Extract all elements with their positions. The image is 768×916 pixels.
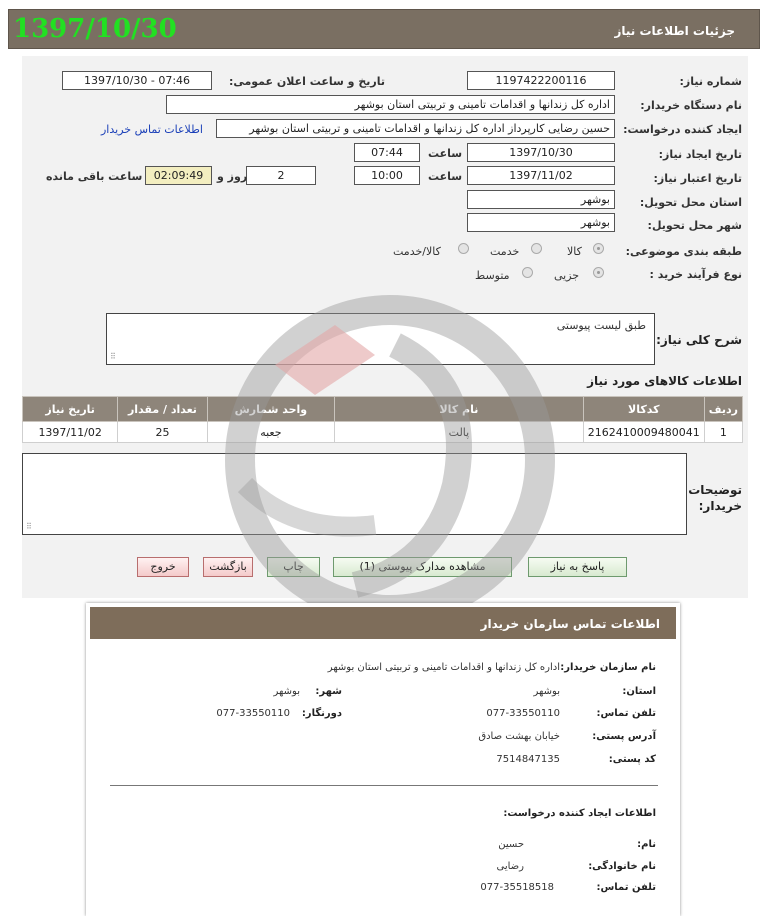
buyer-contact-link[interactable]: اطلاعات تماس خریدار <box>101 123 203 136</box>
creator-info-title: اطلاعات ایجاد کننده درخواست: <box>503 808 656 819</box>
process-radio-minor[interactable] <box>593 267 604 278</box>
reply-button[interactable]: پاسخ به نیاز <box>528 557 627 577</box>
process-option-minor: جزیی <box>554 269 580 282</box>
category-radio-service[interactable] <box>531 243 542 254</box>
exit-button[interactable]: خروج <box>137 557 189 577</box>
contact-address-label: آدرس پستی: <box>592 731 656 742</box>
buyer-notes-label: توضیحات خریدار: <box>688 483 742 513</box>
city-field[interactable]: بوشهر <box>467 213 615 232</box>
contact-phone-value: 077-33550110 <box>486 708 560 719</box>
announce-label: تاریخ و ساعت اعلان عمومی: <box>228 75 385 88</box>
description-label: شرح کلی نیاز: <box>656 333 742 347</box>
contact-address-value: خیابان بهشت صادق <box>478 731 560 742</box>
contact-city-value: بوشهر <box>273 686 300 697</box>
city-label: شهر محل تحویل: <box>647 219 742 232</box>
province-label: استان محل تحویل: <box>639 196 742 209</box>
table-header-code: کدکالا <box>583 397 704 422</box>
contact-card-title: اطلاعات تماس سازمان خریدار <box>480 617 660 631</box>
created-date-label: تاریخ ایجاد نیاز: <box>658 148 742 161</box>
created-time-field[interactable]: 07:44 <box>354 143 420 162</box>
category-option-service: خدمت <box>490 245 520 258</box>
contact-postal-label: کد پستی: <box>608 754 656 765</box>
created-date-field[interactable]: 1397/10/30 <box>467 143 615 162</box>
page-title: جزئیات اطلاعات نیاز <box>614 24 735 38</box>
contact-fax-value: 077-33550110 <box>216 708 290 719</box>
table-header-qty: تعداد / مقدار <box>118 397 207 422</box>
contact-org-label: نام سازمان خریدار: <box>560 662 656 673</box>
buyer-org-label: نام دستگاه خریدار: <box>640 99 742 112</box>
contact-org-value: اداره کل زندانها و اقدامات تامینی و تربیتی استان بوشهر <box>327 662 560 673</box>
print-button[interactable]: چاپ <box>267 557 320 577</box>
days-field[interactable]: 2 <box>246 166 316 185</box>
contact-phone-label: تلفن تماس: <box>596 708 656 719</box>
category-option-goods: کالا <box>567 245 582 258</box>
contact-province-label: استان: <box>622 686 656 697</box>
validity-label: تاریخ اعتبار نیاز: <box>653 172 742 185</box>
creator-label: ایجاد کننده درخواست: <box>623 123 742 136</box>
table-header-unit: واحد شمارش <box>207 397 334 422</box>
province-field[interactable]: بوشهر <box>467 190 615 209</box>
table-row[interactable] <box>23 422 743 443</box>
category-radio-goods-service[interactable] <box>458 243 469 254</box>
category-label: طبقه بندی موضوعی: <box>625 245 742 258</box>
cell-date: 1397/11/02 <box>23 422 118 443</box>
days-label: روز و <box>217 170 248 183</box>
buyer-notes-textarea[interactable] <box>22 453 687 535</box>
validity-time-field[interactable]: 10:00 <box>354 166 420 185</box>
contact-fax-label: دورنگار: <box>301 708 342 719</box>
category-option-goods-service: کالا/خدمت <box>393 245 441 258</box>
remaining-label: ساعت باقی مانده <box>46 170 143 183</box>
creator-phone-value: 077-35518518 <box>480 882 554 893</box>
contact-divider <box>110 785 658 786</box>
creator-family-label: نام خانوادگی: <box>588 861 656 872</box>
view-attachments-button[interactable]: مشاهده مدارک پیوستی (1) <box>333 557 512 577</box>
table-header-row: ردیف <box>704 397 742 422</box>
page-header <box>8 9 760 49</box>
need-number-label: شماره نیاز: <box>679 75 742 88</box>
goods-table <box>22 396 743 443</box>
goods-section-title: اطلاعات کالاهای مورد نیاز <box>587 374 742 388</box>
validity-time-label: ساعت <box>428 170 463 183</box>
contact-postal-value: 7514847135 <box>496 754 560 765</box>
cell-code: 2162410009480041 <box>583 422 704 443</box>
cell-name: پالت <box>335 422 584 443</box>
contact-card-header <box>90 607 676 639</box>
validity-date-field[interactable]: 1397/11/02 <box>467 166 615 185</box>
creator-name-label: نام: <box>637 839 656 850</box>
header-date: 1397/10/30 <box>13 14 177 44</box>
creator-field[interactable]: حسین رضایی کارپرداز اداره کل زندانها و اقدامات تامینی و تربیتی استان بوشهر <box>216 119 615 138</box>
resize-grip-icon[interactable]: ⠿ <box>110 352 116 361</box>
table-header-name: نام کالا <box>335 397 584 422</box>
process-option-medium: متوسط <box>475 269 510 282</box>
creator-phone-label: تلفن تماس: <box>596 882 656 893</box>
buyer-contact-card <box>86 603 680 916</box>
contact-city-label: شهر: <box>315 686 342 697</box>
remaining-time-field[interactable]: 02:09:49 <box>145 166 212 185</box>
created-time-label: ساعت <box>428 147 463 160</box>
description-textarea[interactable] <box>106 313 655 365</box>
cell-qty: 25 <box>118 422 207 443</box>
table-header-date: تاریخ نیاز <box>23 397 118 422</box>
contact-province-value: بوشهر <box>533 686 560 697</box>
creator-name-value: حسین <box>498 839 524 850</box>
need-number-field[interactable]: 1197422200116 <box>467 71 615 90</box>
description-text: طبق لیست پیوستی <box>556 319 646 332</box>
cell-unit: جعبه <box>207 422 334 443</box>
announce-field[interactable]: 1397/10/30 - 07:46 <box>62 71 212 90</box>
process-label: نوع فرآیند خرید : <box>649 268 742 281</box>
cell-row: 1 <box>704 422 742 443</box>
resize-grip-icon[interactable]: ⠿ <box>26 522 32 531</box>
back-button[interactable]: بازگشت <box>203 557 253 577</box>
buyer-org-field[interactable]: اداره کل زندانها و اقدامات تامینی و تربیتی استان بوشهر <box>166 95 615 114</box>
creator-family-value: رضایی <box>496 861 524 872</box>
category-radio-goods[interactable] <box>593 243 604 254</box>
process-radio-medium[interactable] <box>522 267 533 278</box>
